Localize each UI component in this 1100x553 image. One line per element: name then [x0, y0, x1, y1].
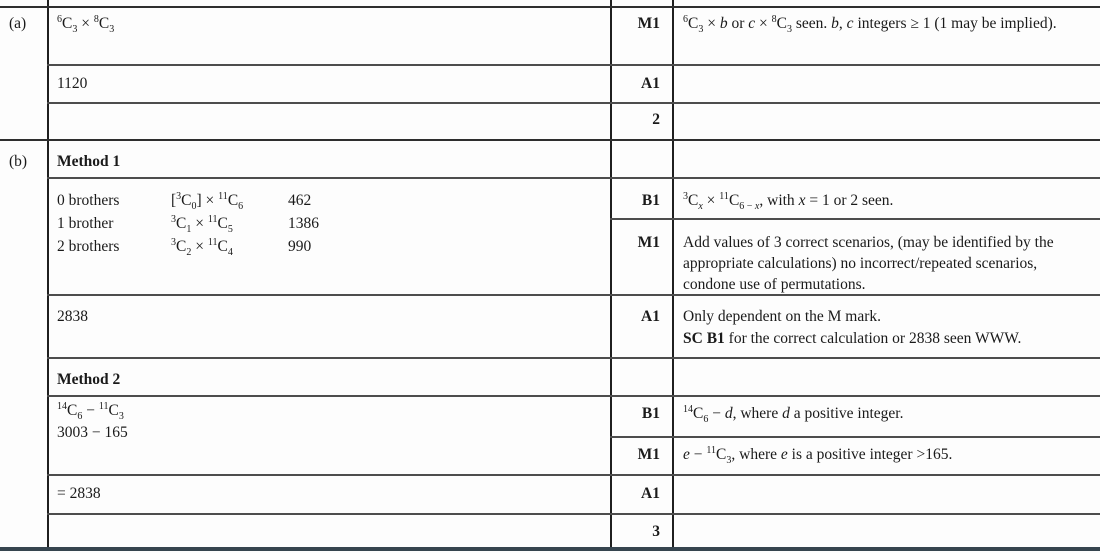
- working2-line2: 3003 − 165: [57, 424, 128, 441]
- method1-title: Method 1: [57, 153, 121, 170]
- working2-answer: = 2838: [57, 485, 101, 502]
- working-b-answer: 2838: [57, 308, 88, 325]
- comment-b-m1: Add values of 3 correct scenarios, (may be identified by the appropriate calculations) no incorrect/repeated scenarios, condone use of permutations.: [683, 234, 1054, 293]
- scenario-formula: $[^3C_0] \times ^{11}C_6$: [171, 190, 244, 213]
- mark-b2-m1: M1: [637, 446, 660, 463]
- comment-b-b1: $^3C_x \times ^{11}C_{6 - x}$, with x = 1 or 2 seen.: [683, 190, 894, 213]
- row-border-method1: [47, 177, 1100, 179]
- working-a-formula: $^6C_3 \times ^8C_3$: [57, 13, 115, 36]
- total-b: 3: [652, 523, 660, 540]
- row-border-a1: [47, 64, 1100, 66]
- scenario-label: 2 brothers: [57, 238, 120, 255]
- column-border-label: [47, 0, 49, 551]
- row-border-a2: [47, 102, 1100, 104]
- column-border-mark-right: [672, 0, 674, 551]
- part-label-a: (a): [9, 15, 27, 32]
- scenario-formula: $^3C_2 \times ^{11}C_4$: [171, 236, 233, 259]
- comment-b-a1-line2: SC B1 for the correct calculation or 2838 seen WWW.: [683, 330, 1022, 347]
- row-border-top: [0, 6, 1100, 8]
- scenario-label: 1 brother: [57, 215, 114, 232]
- mark-a-a1: A1: [641, 75, 660, 92]
- comment-a-m1: $^6C_3 \times b$ or $c \times ^8C_3$ seen. b, c integers ≥ 1 (1 may be implied).: [683, 13, 1057, 36]
- row-border-working2: [47, 474, 1100, 476]
- scenario-label: 0 brothers: [57, 192, 120, 209]
- mark-b-a1: A1: [641, 308, 660, 325]
- comment-b-a1-line1: Only dependent on the M mark.: [683, 308, 882, 325]
- section-border-a-b: [0, 139, 1100, 141]
- part-label-b: (b): [9, 153, 28, 170]
- scenario-value: 1386: [288, 215, 319, 232]
- mark-b2-a1: A1: [641, 485, 660, 502]
- mark-b-b1: B1: [641, 192, 660, 209]
- row-border-2838: [47, 357, 1100, 359]
- mark-b2-b1: B1: [641, 405, 660, 422]
- table-border-bottom: [0, 547, 1100, 551]
- scenario-formula: $^3C_1 \times ^{11}C_5$: [171, 213, 233, 236]
- scenario-value: 462: [288, 192, 312, 209]
- comment-b2-b1: $^{14}C_6 - d$, where d a positive integer.: [683, 403, 904, 426]
- mark-a-m1: M1: [637, 15, 660, 32]
- comment-b2-m1: $e - ^{11}C_3$, where e is a positive integer >165.: [683, 444, 953, 467]
- scenario-value: 990: [288, 238, 312, 255]
- scenario-table: [57, 189, 319, 258]
- row-border-b1-m1: [610, 218, 1100, 220]
- row-border-b1-m1-method2: [610, 436, 1100, 438]
- row-border-answer2: [47, 513, 1100, 515]
- row-border-method2: [47, 395, 1100, 397]
- working-a-answer: 1120: [57, 75, 88, 92]
- total-a: 2: [652, 111, 660, 128]
- working2-line1: $^{14}C_6 - ^{11}C_3$: [57, 400, 124, 423]
- method2-title: Method 2: [57, 371, 121, 388]
- comment-b-a1: [683, 306, 1075, 350]
- mark-b-m1: M1: [637, 234, 660, 251]
